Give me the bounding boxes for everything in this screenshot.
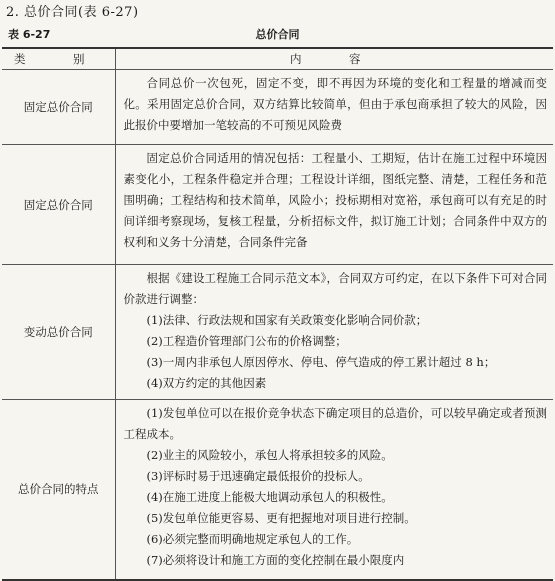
table-caption xyxy=(0,24,555,42)
contract-table xyxy=(2,47,553,581)
row-content xyxy=(115,400,553,580)
content-item: (7)必须将设计和施工方面的变化控制在最小限度内 xyxy=(146,553,405,567)
content-item: (3)一周内非承包人原因停水、停电、停气造成的停工累计超过 8 h； xyxy=(146,355,496,369)
row-content xyxy=(115,145,553,265)
table-row xyxy=(2,70,553,145)
table-header-row xyxy=(2,48,553,70)
content-item: (4)双方约定的其他因素 xyxy=(146,376,267,390)
table-row xyxy=(2,145,553,265)
header-content: 内 容 xyxy=(115,48,553,70)
row-category: 固定总价合同 xyxy=(2,70,115,145)
content-paragraph: 固定总价合同适用的情况包括：工程量小、工期短，估计在施工过程中环境因素变化小，工程条件稳定并合理；工程设计详细，图纸完整、清楚，工程任务和范围明确；工程结构和技术简单，风险小；投标期相对宽裕，承包商可以有充足的时间详细考察现场，复核工程量，分析招标文件，拟订施工计划；合同条件中双方的权利和义务十分清楚，合同条件完备 xyxy=(123,151,547,249)
row-category: 总价合同的特点 xyxy=(2,400,115,580)
content-item: (5)发包单位能更容易、更有把握地对项目进行控制。 xyxy=(146,511,416,525)
content-item: (1)发包单位可以在报价竞争状态下确定项目的总造价，可以较早确定或者预测工程成本。 xyxy=(123,406,547,441)
table-row xyxy=(2,265,553,400)
row-content xyxy=(115,70,553,145)
row-category: 变动总价合同 xyxy=(2,265,115,400)
content-item: (4)在施工进度上能极大地调动承包人的积极性。 xyxy=(146,490,393,504)
content-item: (1)法律、行政法规和国家有关政策变化影响合同价款； xyxy=(146,313,428,327)
table-number: 表 6-27 xyxy=(8,28,51,41)
row-category: 固定总价合同 xyxy=(2,145,115,265)
row-content xyxy=(115,265,553,400)
content-paragraph: 合同总价一次包死，固定不变，即不再因为环境的变化和工程量的增减而变化。采用固定总价合同，双方结算比较简单，但由于承包商承担了较大的风险，因此报价中要增加一笔较高的不可预见风险费 xyxy=(123,76,547,132)
table-row xyxy=(2,400,553,580)
content-item: (2)工程造价管理部门公布的价格调整； xyxy=(146,334,347,348)
content-paragraph: 根据《建设工程施工合同示范文本》，合同双方可约定，在以下条件下可对合同价款进行调整： xyxy=(123,271,547,306)
content-item: (3)评标时易于迅速确定最低报价的投标人。 xyxy=(146,469,370,483)
header-category: 类 别 xyxy=(2,48,115,70)
table-title: 总价合同 xyxy=(255,28,300,41)
section-heading: 2. 总价合同(表 6-27) xyxy=(6,5,139,20)
content-item: (6)必须完整而明确地规定承包人的工作。 xyxy=(146,532,359,546)
content-item: (2)业主的风险较小，承包人将承担较多的风险。 xyxy=(146,448,393,462)
